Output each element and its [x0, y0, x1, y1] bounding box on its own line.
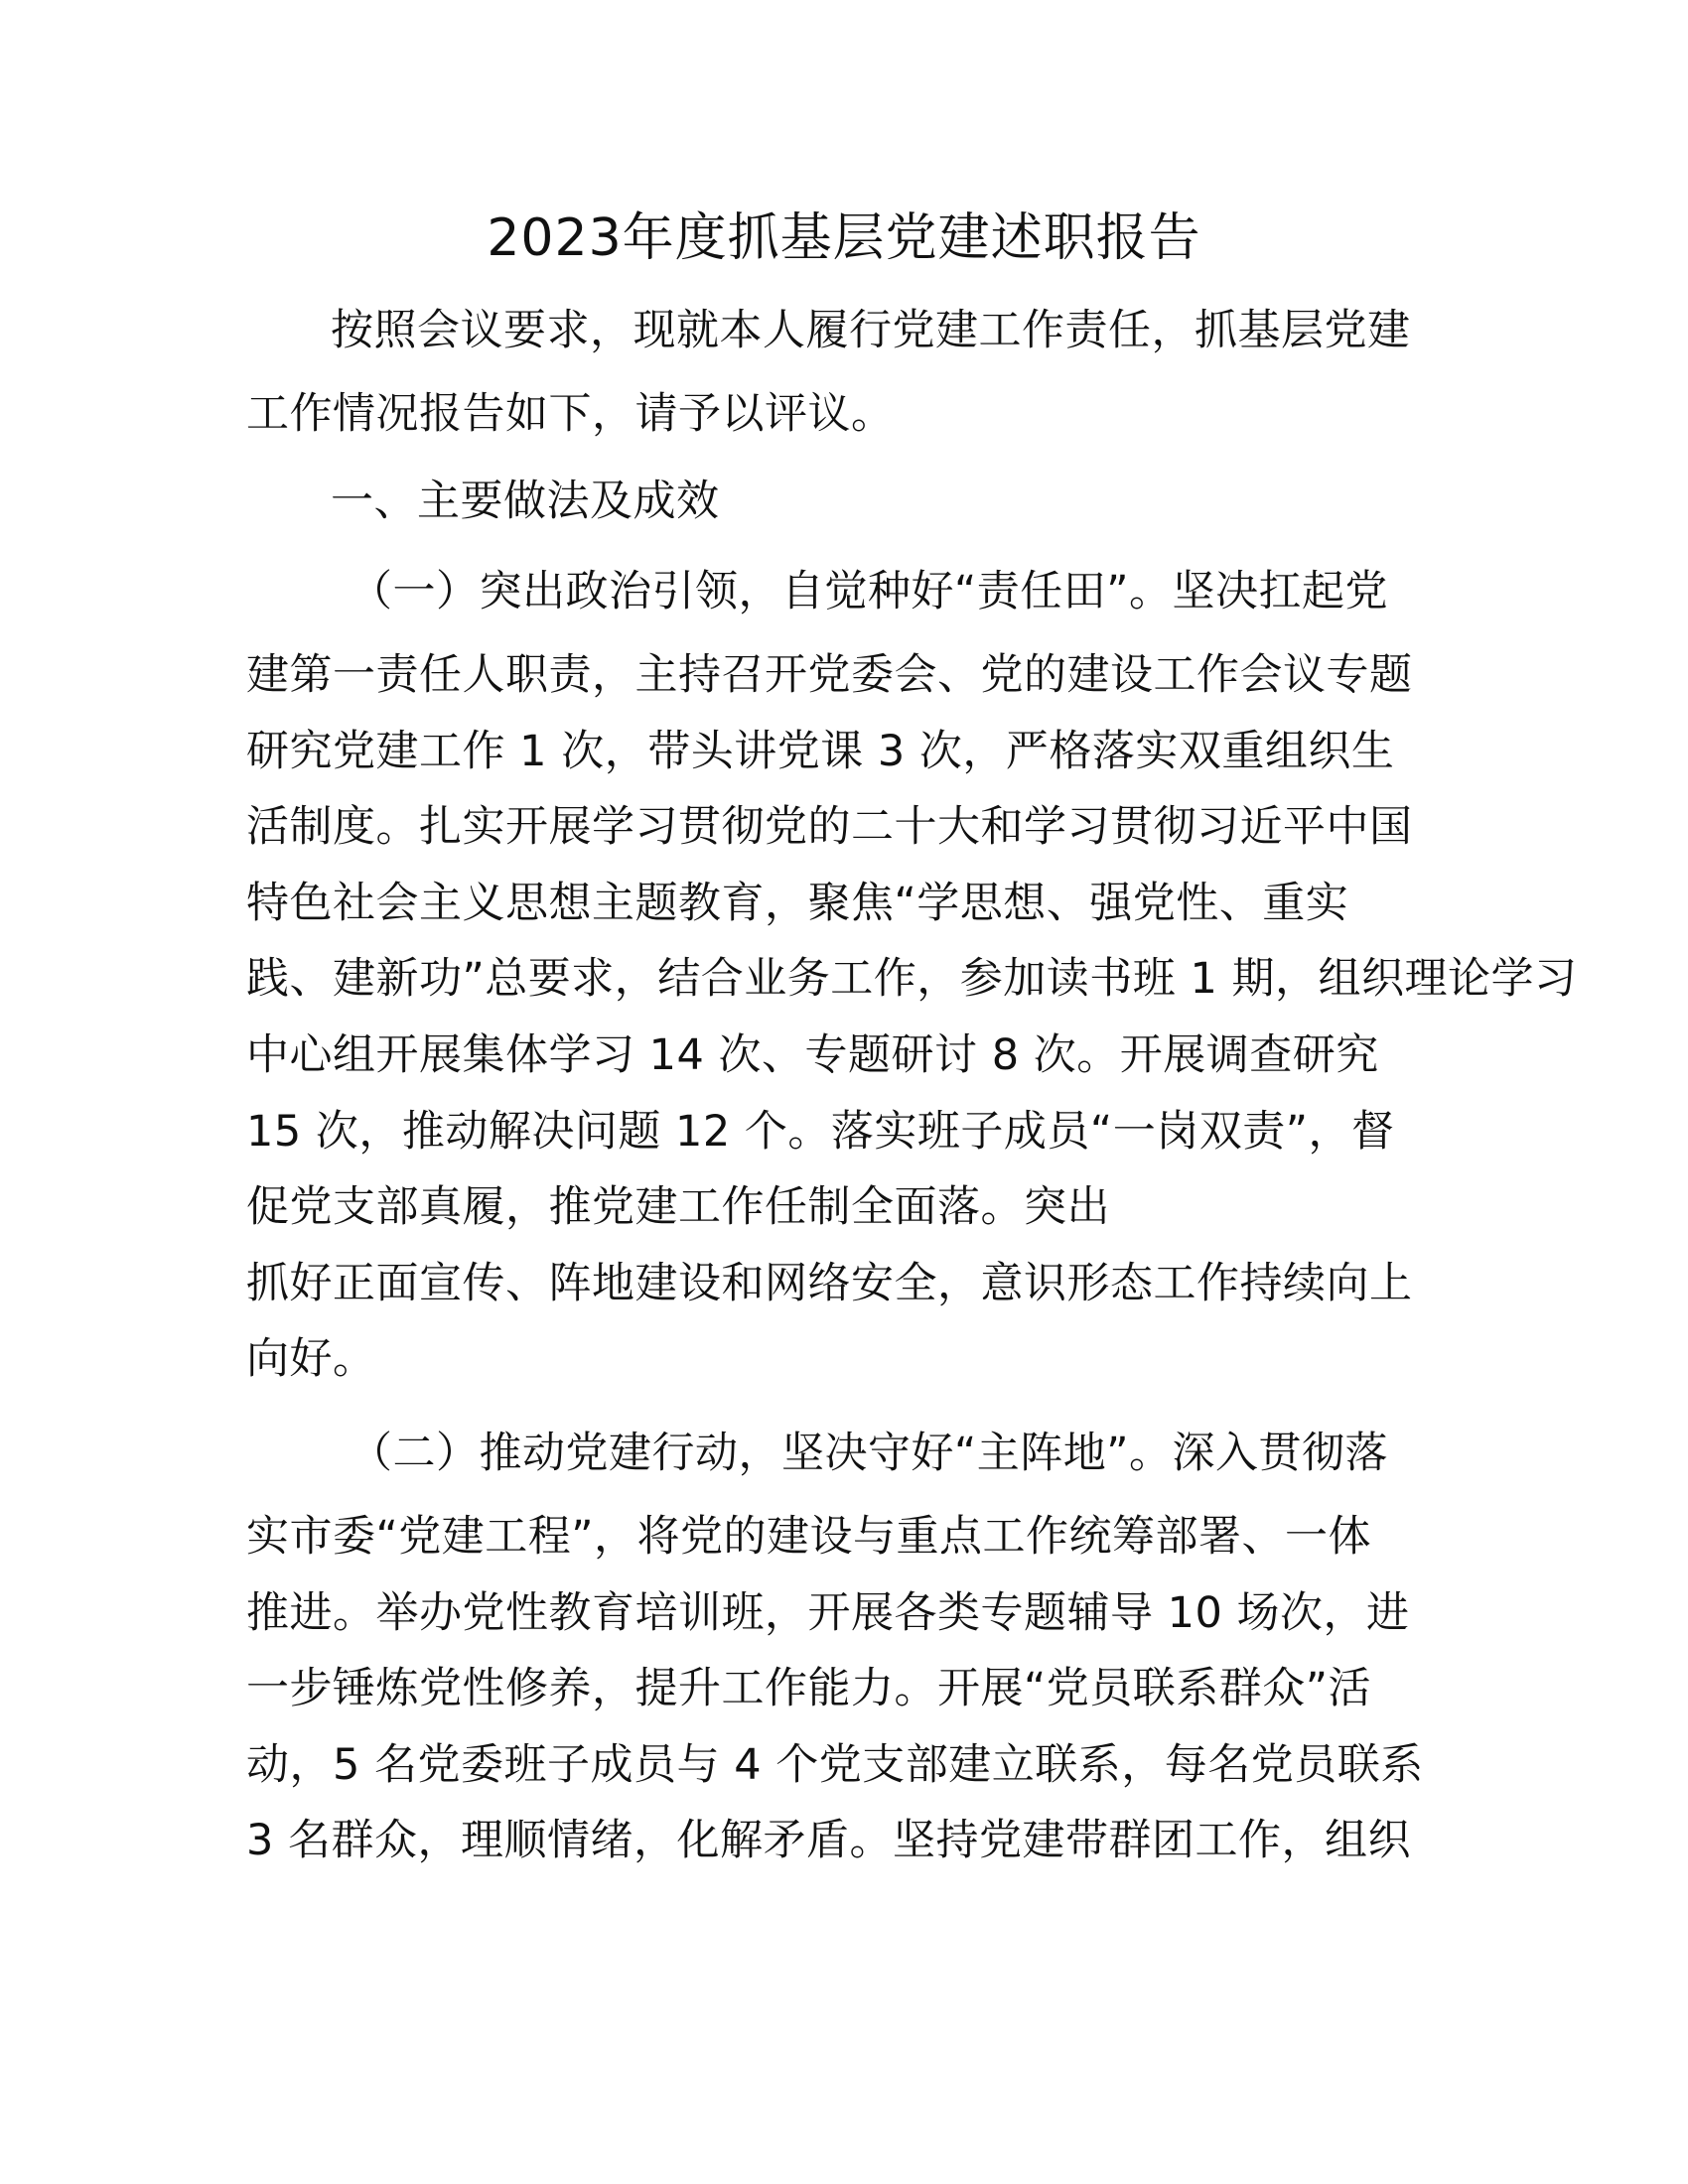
paragraph-line: 促党支部真履，推党建工作任制全面落。突出	[246, 1182, 1110, 1232]
section-heading: 一、主要做法及成效	[331, 477, 720, 526]
paragraph-line: 实市委“党建工程”，将党的建设与重点工作统筹部署、一体	[246, 1512, 1372, 1562]
document-title: 2023年度抓基层党建述职报告	[487, 208, 1201, 268]
paragraph-line: 一步锤炼党性修养，提升工作能力。开展“党员联系群众”活	[246, 1664, 1372, 1713]
paragraph-line: 工作情况报告如下，请予以评议。	[246, 389, 895, 439]
paragraph-line: 抓好正面宣传、阵地建设和网络安全，意识形态工作持续向上	[246, 1259, 1413, 1308]
paragraph-line: 践、建新功”总要求，结合业务工作，参加读书班 1 期，组织理论学习	[246, 954, 1578, 1004]
subsection-heading-line: （一）突出政治引领，自觉种好“责任田”。坚决扛起党	[350, 567, 1389, 616]
paragraph-line: 研究党建工作 1 次，带头讲党课 3 次，严格落实双重组织生	[246, 727, 1395, 776]
paragraph-line: 建第一责任人职责，主持召开党委会、党的建设工作会议专题	[246, 650, 1413, 700]
paragraph-line: 3 名群众，理顺情绪，化解矛盾。坚持党建带群团工作，组织	[246, 1816, 1412, 1865]
paragraph-line: 活制度。扎实开展学习贯彻党的二十大和学习贯彻习近平中国	[246, 802, 1413, 852]
paragraph-line: 按照会议要求，现就本人履行党建工作责任，抓基层党建	[331, 306, 1411, 355]
paragraph-line: 特色社会主义思想主题教育，聚焦“学思想、强党性、重实	[246, 879, 1349, 928]
subsection-heading-line: （二）推动党建行动，坚决守好“主阵地”。深入贯彻落	[350, 1429, 1389, 1478]
paragraph-line: 中心组开展集体学习 14 次、专题研讨 8 次。开展调查研究	[246, 1030, 1379, 1080]
paragraph-line: 推进。举办党性教育培训班，开展各类专题辅导 10 场次，进	[246, 1588, 1410, 1638]
paragraph-line: 动，5 名党委班子成员与 4 个党支部建立联系，每名党员联系	[246, 1740, 1424, 1790]
paragraph-line: 向好。	[246, 1334, 376, 1384]
paragraph-line: 15 次，推动解决问题 12 个。落实班子成员“一岗双责”，督	[246, 1107, 1395, 1157]
